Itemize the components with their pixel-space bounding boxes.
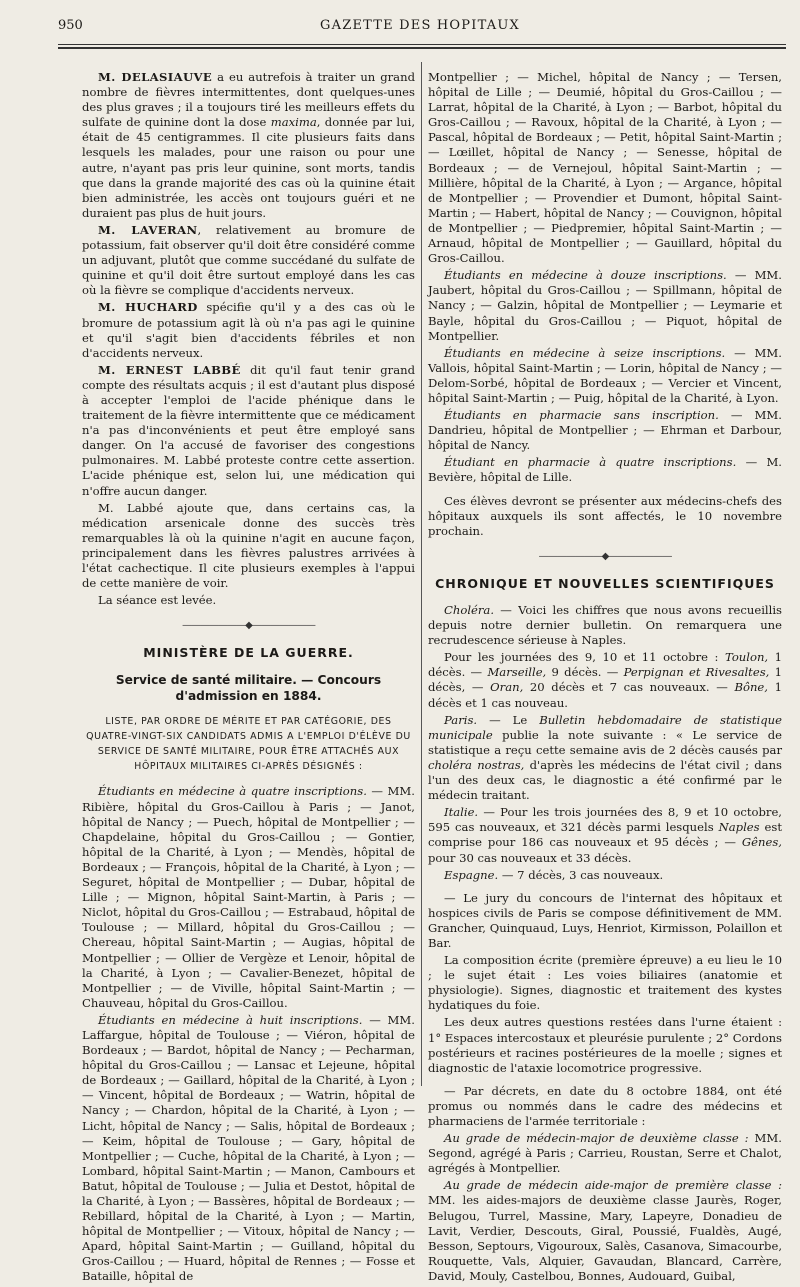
subsection-title-concours: Service de santé militaire. — Concours d'admission en 1884.	[115, 673, 382, 704]
paragraph-huchard: M. HUCHARD spécifie qu'il y a des cas où le bromure de potassium agit là où n'a pas agi le quinine et qu'il s'agit bien d'accidents fébriles et non d'accidents nerveux.	[82, 300, 415, 360]
paragraph-labbe: M. ERNEST LABBÉ dit qu'il faut tenir grand compte des résultats acquis ; il est d'autant plus disposé à accepter l'emploi de l'acide phénique dans le traitement de la fièvre intermittente que ce médicament n'a pas d'inconvénients et peut être employé sans danger. On l'a accusé de favoriser des congestions pulmonaires. M. Labbé proteste contre cette assertion. L'acide phénique est, selon lui, une médication qui n'offre aucun danger.	[82, 362, 415, 498]
page-header	[58, 18, 782, 40]
category-huit-inscriptions: Étudiants en médecine à huit inscriptions. — MM. Laffargue, hôpital de Toulouse ; — Viéron, hôpital de Bordeaux ; — Bardot, hôpital de Nancy ; — Pecharman, hôpital du Gros-Caillou ; — Lansac et Lejeune, hôpital de Bordeaux ; — Gaillard, hôpital de la Charité, à Lyon ; — Vincent, hôpital de Bordeaux ; — Watrin, hôpital de Nancy ; — Chardon, hôpital de la Charité, à Lyon ; — Licht, hôpital de Nancy ; — Salis, hôpital de Bordeaux ; — Keim, hôpital de Toulouse ; — Gary, hôpital de Montpellier ; — Cuche, hôpital de la Charité, à Lyon ; — Lombard, hôpital Saint-Martin ; — Manon, Cambours et Batut, hôpital de Toulouse ; — Julia et Destot, hôpital de la Charité, à Lyon ; — Bassères, hôpital de Bordeaux ; — Rebillard, hôpital de la Charité, à Lyon ; — Martin, hôpital de Montpellier ; — Vitoux, hôpital de Nancy ; — Apard, hôpital Saint-Martin ; — Guilland, hôpital du Gros-Caillou ; — Huard, hôpital de Rennes ; — Fosse et Bataille, hôpital de	[82, 1012, 415, 1284]
list-continuation: Montpellier ; — Michel, hôpital de Nancy ; — Tersen, hôpital de Lille ; — Deumié, hôpital du Gros-Caillou ; — Larrat, hôpital de la Charité, à Lyon ; — Barbot, hôpital du Gros-Caillou ; — Ravoux, hôpital de la Charité, à Lyon ; — Pascal, hôpital de Bordeaux ; — Petit, hôpital Saint-Martin ; — Lœillet, hôpital de Nancy ; — Senesse, hôpital de Bordeaux ; — de Vernejoul, hôpital Saint-Martin ; — Millière, hôpital de la Charité, à Lyon ; — Argance, hôpital de Montpellier ; — Provendier et Dumont, hôpital Saint-Martin ; — Habert, hôpital de Nancy ; — Couvignon, hôpital de Montpellier ; — Piedpremier, hôpital Saint-Martin ; — Arnaud, hôpital de Montpellier ; — Gauillard, hôpital du Gros-Caillou.	[428, 70, 782, 266]
speaker-name: M. ERNEST LABBÉ	[98, 362, 241, 377]
paragraph-questions: Les deux autres questions restées dans l'urne étaient : 1° Espaces intercostaux et pleurésie purulente ; 2° Cordons postérieurs et racines postérieures de la moelle ; signes et diagnostic de l'ataxie locomotrice progressive.	[428, 1015, 782, 1075]
paragraph-decrets: — Par décrets, en date du 8 octobre 1884, ont été promus ou nommés dans le cadre des médecins et pharmaciens de l'armée territoriale :	[428, 1083, 782, 1128]
paragraph-grade-aide-major: Au grade de médecin aide-major de première classe : MM. les aides-majors de deuxième classe Jaurès, Roger, Belugou, Turrel, Massine, Mary, Lapeyre, Donadieu de Lavit, Verdier, Descouts, Giral, Poussié, Fualdès, Augé, Besson, Septours, Vigouroux, Salès, Casanova, Simacourbe, Rouquette, Vals, Alquier, Gavaudan, Blancard, Carrère, David, Mouly, Castelbou, Bonnes, Audouard, Guibal,	[428, 1178, 782, 1283]
left-column	[82, 70, 415, 1287]
category-seize-inscriptions: Étudiants en médecine à seize inscriptions. — MM. Vallois, hôpital Saint-Martin ; — Lorin, hôpital de Nancy ; — Delom-Sorbé, hôpital de Bordeaux ; — Vercier et Vincent, hôpital Saint-Martin ; — Puig, hôpital de la Charité, à Lyon.	[428, 345, 782, 405]
section-separator: ———————◆———————	[538, 550, 672, 562]
header-rule-top	[58, 44, 786, 45]
running-title: GAZETTE DES HOPITAUX	[320, 18, 520, 33]
category-quatre-inscriptions: Étudiants en médecine à quatre inscriptions. — MM. Ribière, hôpital du Gros-Caillou à Paris ; — Janot, hôpital de Nancy ; — Puech, hôpital de Montpellier ; — Chapdelaine, hôpital du Gros-Caillou ; — Gontier, hôpital de la Charité, à Lyon ; — Mendès, hôpital de Bordeaux ; — François, hôpital de la Charité, à Lyon ; — Seguret, hôpital de Montpellier ; — Dubar, hôpital de Lille ; — Mignon, hôpital Saint-Martin, à Paris ; — Niclot, hôpital du Gros-Caillou ; — Estrabaud, hôpital de Toulouse ; — Millard, hôpital du Gros-Caillou ; — Chereau, hôpital Saint-Martin ; — Augias, hôpital de Montpellier ; — Ollier de Vergèze et Lenoir, hôpital de la Charité, à Lyon ; — Cavalier-Benezet, hôpital de Montpellier ; — de Viville, hôpital Saint-Martin ; — Chauveau, hôpital du Gros-Caillou.	[82, 784, 415, 1010]
paragraph-composition: La composition écrite (première épreuve) a eu lieu le 10 ; le sujet était : Les voies biliaires (anatomie et physiologie). Signes, diagnostic et traitement des kystes hydatiques du foie.	[428, 953, 782, 1013]
category-douze-inscriptions: Étudiants en médecine à douze inscriptions. — MM. Jaubert, hôpital du Gros-Caillou ; — Spillmann, hôpital de Nancy ; — Galzin, hôpital de Montpellier ; — Leymarie et Bayle, hôpital du Gros-Caillou ; — Piquot, hôpital de Montpellier.	[428, 268, 782, 343]
paragraph-paris: Paris. — Le Bulletin hebdomadaire de statistique municipale publie la note suivante : « Le service de statistique a reçu cette semaine avis de 2 décès causés par choléra nostras, d'après les médecins de l'état civil ; dans l'un des deux cas, le diagnostic a été confirmé par le médecin traitant.	[428, 712, 782, 803]
paragraph-espagne: Espagne. — 7 décès, 3 cas nouveaux.	[444, 867, 664, 882]
paragraph-grade-major: Au grade de médecin-major de deuxième classe : MM. Segond, agrégé à Paris ; Carrieu, Roustan, Serre et Chalot, agrégés à Montpellier.	[428, 1131, 782, 1176]
page-number: 950	[58, 18, 83, 33]
section-title-chronique: CHRONIQUE ET NOUVELLES SCIENTIFIQUES	[435, 575, 775, 591]
paragraph-labbe-arsenic: M. Labbé ajoute que, dans certains cas, la médication arsenicale donne des succès très remarquables là où la quinine n'agit en aucune façon, principalement dans les fièvres palustres arrivées à l'état cachectique. Il cite plusieurs exemples à l'appui de cette manière de voir.	[82, 500, 415, 591]
paragraph-jury: — Le jury du concours de l'internat des hôpitaux et hospices civils de Paris se compose définitivement de MM. Grancher, Quinquaud, Luys, Henriot, Kirmisson, Polaillon et Bar.	[428, 890, 782, 950]
paragraph-delasiauve: M. DELASIAUVE a eu autrefois à traiter un grand nombre de fièvres intermittentes, dont quelques-unes des plus graves ; il a toujours tiré les meilleurs effets du sulfate de quinine dont la dose maxima, donnée par lui, était de 45 centigrammes. Il cite plusieurs faits dans lesquels les malades, pour une raison ou pour une autre, n'ayant pas pris leur quinine, sont morts, tandis que dans la grande majorité des cas où la quinine était bien administrée, les accès ont toujours guéri et ne duraient pas plus de huit jours.	[82, 70, 416, 220]
paragraph-cholera: Choléra. — Voici les chiffres que nous avons recueillis depuis notre dernier bulletin. On remarquera une recrudescence sérieuse à Naples.	[428, 603, 782, 648]
speaker-name: M. DELASIAUVE	[98, 70, 213, 84]
section-title-ministere: MINISTÈRE DE LA GUERRE.	[143, 645, 354, 661]
category-pharmacie-quatre: Étudiant en pharmacie à quatre inscriptions. — M. Bevière, hôpital de Lille.	[428, 455, 782, 485]
speaker-name: M. HUCHARD	[98, 300, 198, 315]
section-separator: ———————◆———————	[182, 620, 315, 632]
right-column	[428, 70, 782, 1286]
paragraph-journees: Pour les journées des 9, 10 et 11 octobre : Toulon, 1 décès. — Marseille, 9 décès. — Perpignan et Rivesaltes, 1 décès, — Oran, 20 décès et 7 cas nouveaux. — Bône, 1 décès et 1 cas nouveau.	[428, 650, 783, 710]
column-divider	[421, 62, 422, 1086]
speaker-name: M. LAVERAN	[98, 222, 198, 237]
header-rule-bottom	[58, 47, 786, 49]
paragraph-closing: Ces élèves devront se présenter aux médecins-chefs des hôpitaux auxquels ils sont affectés, le 10 novembre prochain.	[428, 493, 782, 538]
paragraph-italie: Italie. — Pour les trois journées des 8, 9 et 10 octobre, 595 cas nouveaux, et 321 décès parmi lesquels Naples est comprise pour 186 cas nouveaux et 95 décès ; — Gênes, pour 30 cas nouveaux et 33 décès.	[428, 805, 782, 865]
paragraph-seance-levee: La séance est levée.	[98, 593, 217, 608]
paragraph-laveran: M. LAVERAN, relativement au bromure de potassium, fait observer qu'il doit être considéré comme un adjuvant, plutôt que comme succédané du sulfate de quinine et qu'il doit être surtout employé dans les cas où la fièvre se complique d'accidents nerveux.	[82, 222, 415, 298]
list-caption: LISTE, PAR ORDRE DE MÉRITE ET PAR CATÉGORIE, DES QUATRE-VINGT-SIX CANDIDATS ADMIS A L'EMPLOI D'ÉLÈVE DU SERVICE DE SANTÉ MILITAIRE, POUR ÊTRE ATTACHÉS AUX HÔPITAUX MILITAIRES CI-APRÈS DÉSIGNÉS :	[86, 716, 411, 773]
category-pharmacie-sans: Étudiants en pharmacie sans inscription. — MM. Dandrieu, hôpital de Montpellier ; — Ehrman et Darbour, hôpital de Nancy.	[428, 408, 782, 453]
